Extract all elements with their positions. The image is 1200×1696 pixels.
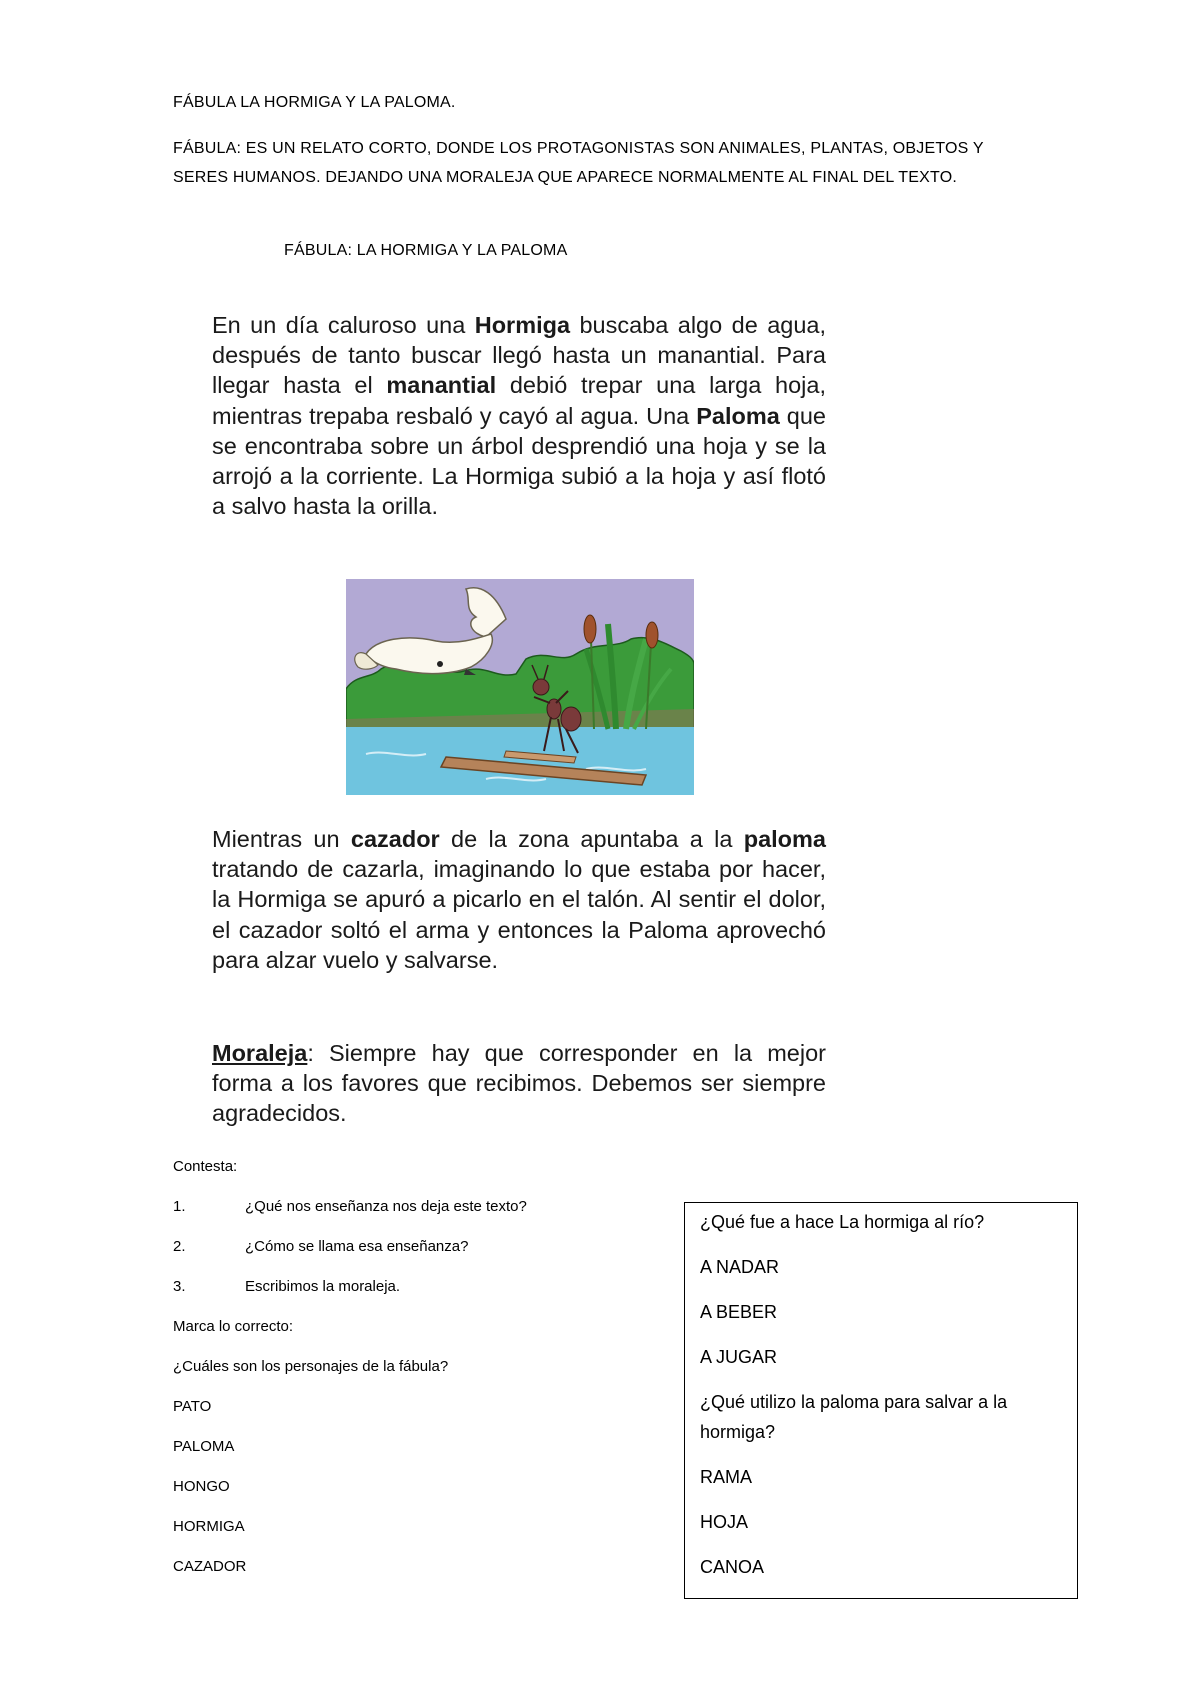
ant-and-dove-illustration: [346, 579, 694, 795]
answer-option[interactable]: HOJA: [700, 1512, 749, 1532]
cattail-head: [584, 615, 596, 643]
character-option[interactable]: HONGO: [173, 1478, 230, 1495]
fable-moral: [212, 1038, 826, 1129]
answer-option[interactable]: CANOA: [700, 1557, 765, 1577]
box-question-2: ¿Qué utilizo la paloma para salvar a la hormiga?: [700, 1392, 1008, 1442]
multiple-choice-box: [684, 1202, 1078, 1599]
fable-subtitle: FÁBULA: LA HORMIGA Y LA PALOMA: [284, 242, 568, 259]
fable-paragraph-2: [212, 824, 826, 975]
moral-text: : Siempre hay que corresponder en la mejor forma a los favores que recibimos. Debemos ser siempre agradecidos.: [212, 1040, 826, 1127]
fable-text: debió trepar una larga hoja, mientras trepaba resbaló y cayó al agua. Una: [212, 372, 826, 429]
fable-text: que se encontraba sobre un árbol desprendió una hoja y se la arrojó a la corriente. La Hormiga subió a la hoja y así flotó a salvo hasta la orilla.: [212, 402, 826, 520]
characters-question: ¿Cuáles son los personajes de la fábula?: [173, 1358, 449, 1375]
fable-text: buscaba algo de agua, después de tanto buscar llegó hasta un manantial. Para llegar hasta el: [212, 312, 827, 399]
question-text: ¿Cómo se llama esa enseñanza?: [245, 1238, 469, 1255]
question-text: ¿Qué nos enseñanza nos deja este texto?: [245, 1198, 527, 1215]
box-question-1: ¿Qué fue a hace La hormiga al río?: [700, 1212, 985, 1232]
keyword-paloma: paloma: [743, 826, 826, 852]
keyword-manantial: manantial: [386, 372, 497, 399]
fable-text: Mientras un: [212, 826, 351, 852]
fable-text: de la zona apuntaba a la: [439, 826, 744, 852]
character-option[interactable]: PALOMA: [173, 1438, 235, 1455]
character-option[interactable]: CAZADOR: [173, 1558, 247, 1575]
character-option[interactable]: PATO: [173, 1398, 212, 1415]
question-number: 3.: [173, 1278, 186, 1295]
keyword-hormiga: Hormiga: [474, 312, 571, 338]
dove-eye: [437, 661, 443, 667]
cattail-head: [646, 622, 658, 648]
keyword-paloma: Paloma: [696, 402, 780, 429]
answer-option[interactable]: A JUGAR: [700, 1347, 778, 1367]
keyword-cazador: cazador: [350, 826, 440, 852]
answer-option[interactable]: RAMA: [700, 1467, 753, 1487]
fable-text: tratando de cazarla, imaginando lo que estaba por hacer, la Hormiga se apuró a picarlo en el talón. Al sentir el dolor, el cazador soltó el arma y entonces la Paloma aprovechó para alzar vuelo y salvarse.: [212, 856, 826, 973]
answer-option[interactable]: A BEBER: [700, 1302, 778, 1322]
ant-abdomen: [561, 707, 581, 731]
question-number: 2.: [173, 1238, 186, 1255]
document-title: FÁBULA LA HORMIGA Y LA PALOMA.: [173, 94, 456, 111]
question-text: Escribimos la moraleja.: [245, 1278, 401, 1295]
fable-text: En un día caluroso una: [212, 312, 475, 338]
character-option[interactable]: HORMIGA: [173, 1518, 245, 1535]
question-number: 1.: [173, 1198, 186, 1215]
fable-definition: FÁBULA: ES UN RELATO CORTO, DONDE LOS PROTAGONISTAS SON ANIMALES, PLANTAS, OBJETOS Y SERES HUMANOS. DEJANDO UNA MORALEJA QUE APARECE NORMALMENTE AL FINAL DEL TEXTO.: [173, 140, 984, 186]
fable-paragraph-1: [212, 310, 826, 521]
ant-head: [533, 679, 549, 695]
mark-correct-heading: Marca lo correcto:: [173, 1318, 294, 1335]
moral-label: Moraleja: [212, 1040, 308, 1066]
contesta-heading: Contesta:: [173, 1158, 238, 1175]
answer-option[interactable]: A NADAR: [700, 1257, 780, 1277]
